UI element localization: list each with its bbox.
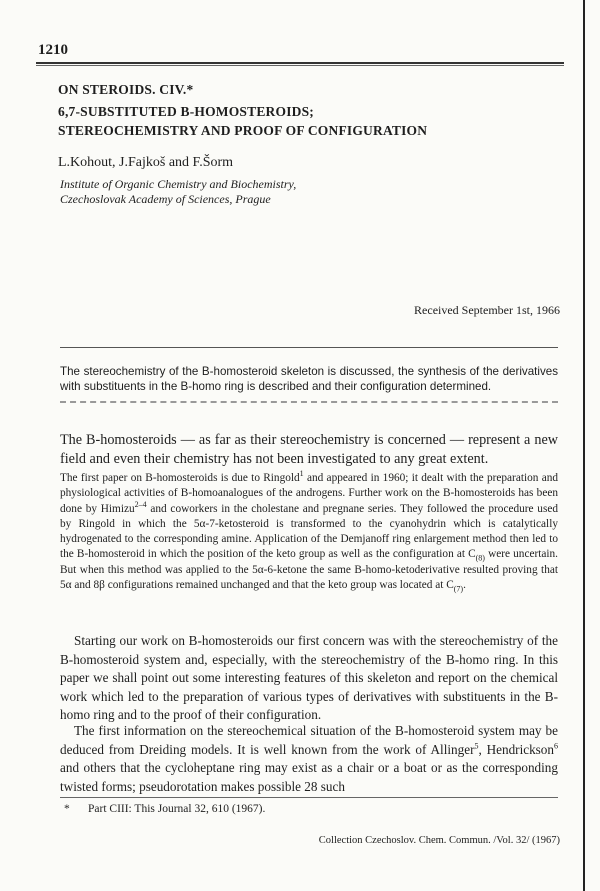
paragraph-2-text-c: and others that the cycloheptane ring may exist as a chair or a boat or as the corresponding twisted forms; pseudorotation makes possible 28 such: [60, 760, 558, 794]
footnote-marker: *: [64, 803, 70, 815]
footnote: [64, 803, 265, 815]
abstract-bottom-rule: [60, 401, 558, 403]
affiliation-line-1: Institute of Organic Chemistry and Biochemistry,: [60, 177, 297, 191]
paragraph-1-text: Starting our work on B-homosteroids our first concern was with the stereochemistry of the B-homosteroid system and, especially, with the stereochemistry of the B-homo ring. In this paper we shall point out some interesting features of this skeleton and report on the chemical work which led to the preparation of various types of derivatives with substituents in the B-homo ring and to the proof of their configuration.: [60, 633, 558, 722]
small-text-e: .: [463, 579, 466, 592]
lead-paragraph: The B-homosteroids — as far as their stereochemistry is concerned — represent a new field and even their chemistry has not been investigated to any great extent.: [60, 432, 558, 467]
small-text-d: were uncertain. But when this method was applied to the 5α-6-ketone the same B-homo-ketoderivative resulted proving that 5α and 8β configurations remained unchanged and that the keto group was located at C: [60, 548, 558, 592]
footnote-text: Part CIII: This Journal 32, 610 (1967).: [88, 803, 266, 815]
affiliation-line-2: Czechoslovak Academy of Sciences, Prague: [60, 192, 271, 206]
affiliation: [60, 177, 296, 207]
header-rule-secondary: [36, 65, 564, 66]
reference-2-4: 2–4: [134, 499, 147, 509]
subtitle-line-1: 6,7-SUBSTITUTED B-HOMOSTEROIDS;: [58, 104, 315, 119]
article-title: ON STEROIDS. CIV.*: [58, 82, 194, 97]
journal-citation: Collection Czechoslov. Chem. Commun. /Vol. 32/ (1967): [318, 835, 560, 846]
author-list: L.Kohout, J.Fajkoš and F.Šorm: [58, 155, 234, 170]
subtitle-line-2: STEREOCHEMISTRY AND PROOF OF CONFIGURATION: [58, 123, 428, 138]
body-paragraph-2: [60, 722, 558, 796]
subscript-c7: (7): [453, 584, 464, 594]
reference-1: 1: [299, 469, 304, 479]
article-subtitle: [58, 102, 427, 140]
paragraph-2-text-b: , Hendrickson: [478, 741, 554, 757]
small-text-c: and coworkers in the cholestane and pregnane series. They followed the procedure used by Ringold in which the 5α-7-ketosteroid is transformed to the cyanohydrin which is catalytically hydrogenated to the corresponding amine. Application of the Demjanoff ring enlargement method then led to the B-homosteroid in which the position of the keto group as well as the configuration at C: [60, 502, 558, 561]
header-rule: [36, 62, 564, 64]
reference-5: 5: [474, 741, 479, 751]
received-date: Received September 1st, 1966: [414, 303, 560, 317]
body-paragraph-1: [60, 632, 558, 725]
footnote-rule: [60, 797, 558, 798]
small-text-a: The first paper on B-homosteroids is due to Ringold: [60, 472, 300, 484]
paragraph-2-text-a: The first information on the stereochemical situation of the B-homosteroid system may be deduced from Dreiding models. It is well known from the work of Allinger: [60, 723, 558, 757]
reference-6: 6: [554, 741, 558, 751]
page-edge-shadow: [583, 0, 585, 891]
small-text-b: and appeared in 1960; it dealt with the preparation and physiological activities of B-homoanalogues of the androgens. Further work on the B-homosteroids has been done by Himizu: [60, 472, 559, 515]
abstract: The stereochemistry of the B-homosteroid skeleton is discussed, the synthesis of the derivatives with substituents in the B-homo ring is described and their configuration determined.: [60, 365, 558, 393]
page-number: 1210: [38, 42, 68, 58]
subscript-c8: (8): [475, 553, 485, 563]
small-print-paragraph: [60, 471, 558, 593]
abstract-top-rule: [60, 347, 558, 348]
